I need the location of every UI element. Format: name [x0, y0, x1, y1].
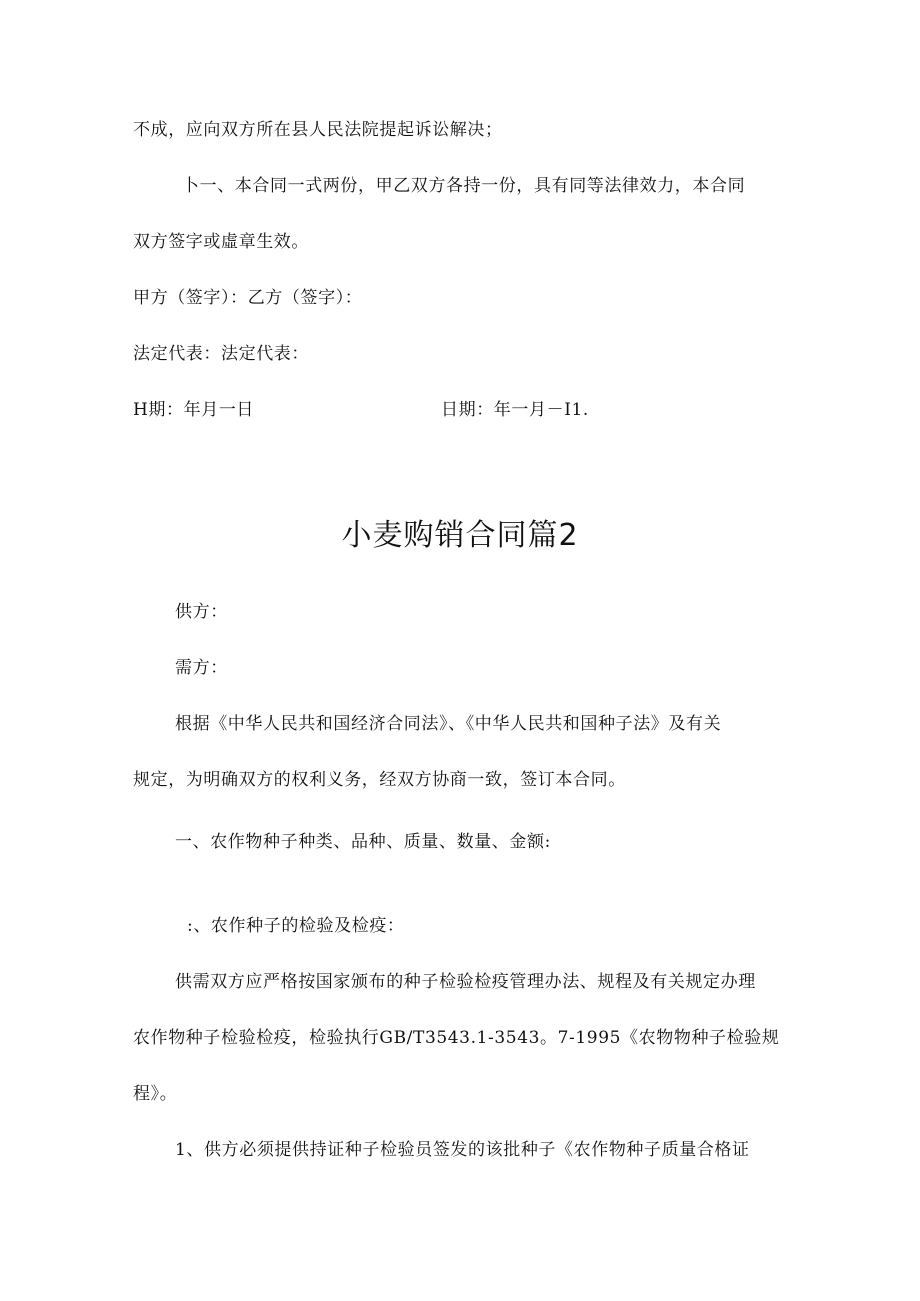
clause-continuation-text: 不成，应向双方所在县人民法院提起诉讼解决；	[133, 120, 503, 140]
signature-line: 甲方（签字）：乙方（签字）：	[133, 288, 363, 308]
inspection-paragraph-line-2: 农作物种子检验检疫，检验执行GB/T3543.1-3543。7-1995《农物物种子检验规	[133, 1028, 780, 1048]
date-right: 日期：年一月－I1.	[441, 400, 589, 420]
date-left: H期：年月一日	[133, 400, 255, 420]
inspection-paragraph-line-3: 程》。	[133, 1084, 178, 1104]
numbered-item-1: 1、供方必须提供持证种子检验员签发的该批种子《农作物种子质量合格证	[175, 1140, 750, 1160]
intro-line-2: 规定，为明确双方的权利义务，经双方协商一致，签订本合同。	[133, 770, 626, 790]
intro-line-1: 根据《中华人民共和国经济合同法》、《中华人民共和国种子法》及有关	[175, 714, 722, 734]
contract-title: 小麦购销合同篇2	[341, 518, 579, 553]
clause-11-line-1: 卜一、本合同一式两份，甲乙双方各持一份，具有同等法律效力，本合同	[182, 176, 746, 196]
inspection-paragraph-line-1: 供需双方应严格按国家颁布的种子检验检疫管理办法、规程及有关规定办理	[175, 972, 756, 992]
section-heading-1: 一、农作物种子种类、品种、质量、数量、金额:	[175, 832, 551, 852]
buyer-label: 需方：	[175, 658, 228, 678]
section-heading-2: :、农作种子的检验及检疫：	[187, 916, 405, 936]
clause-11-line-2: 双方签字或虛章生效。	[133, 232, 309, 252]
legal-representative-line: 法定代表：法定代表：	[133, 344, 309, 364]
supplier-label: 供方：	[175, 602, 228, 622]
